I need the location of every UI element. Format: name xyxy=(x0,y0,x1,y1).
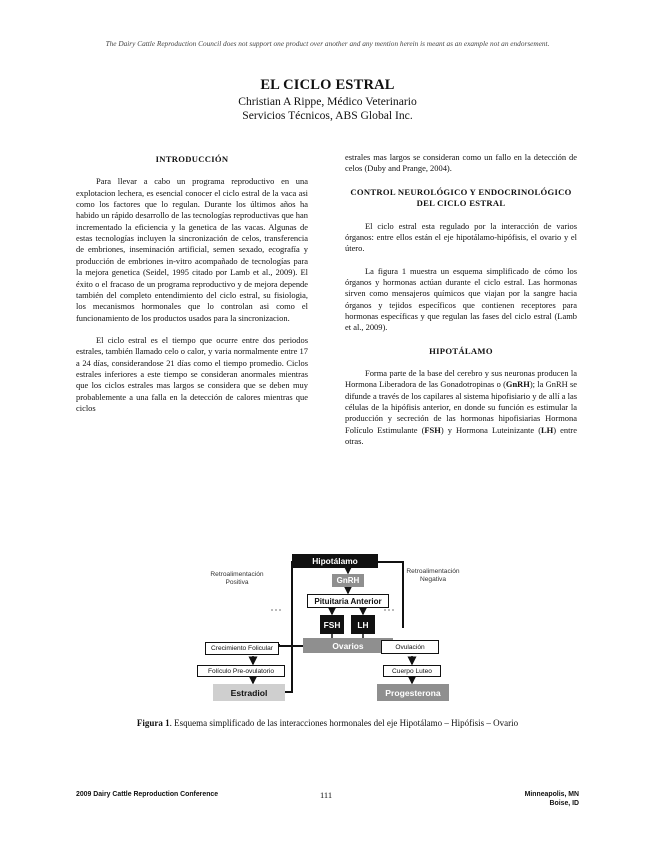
node-estradiol: Estradiol xyxy=(213,684,285,701)
caption-label: Figura 1 xyxy=(136,718,170,728)
label-line: Negativa xyxy=(419,576,447,583)
node-gnrh: GnRH xyxy=(332,574,364,587)
label-line: Retroalimentación xyxy=(210,571,264,578)
label-line: Positiva xyxy=(225,579,249,586)
node-fsh: FSH xyxy=(320,615,344,634)
text-span: ) y Hormona Luteinizante ( xyxy=(440,424,542,435)
author-name: Christian A Rippe, Médico Veterinario xyxy=(238,95,417,108)
label-retroalimentacion-positiva xyxy=(197,571,277,587)
paragraph-continuation: estrales mas largos se consideran como un fallo en la detección de celos (Duby and Prange, 2004). xyxy=(345,152,577,174)
figure-1-diagram xyxy=(195,550,465,705)
paragraph-intro-1: Para llevar a cabo un programa reproductivo en una explotacion lechera, es esencial conocer el ciclo estral de la vaca asi como los factores que lo regulan. Durante los últimos años ha habido un rápido desarrollo de las tecnologías reproductivas que han incrementado la eficiencia y la genetica de las vacas. Algunas de estas tecnologías incluyen la sincronización de celos, transferencia de embriones, inseminación artificial, semen sexado, ecografía y producción de embriones in-vitro acompañado de tecnologías para la mejora genetica (Seidel, 1995 citado por Lamb et al., 2009). El éxito o el fracaso de un programa reproductivo y de mejora depende también del completo entendimiento del ciclo estral, su fisiologia, los mecanismos hormonales que lo controlan asi como el funcionamiento de los productos usados para la sincronizacion. xyxy=(76,176,308,323)
footer-location xyxy=(525,791,579,808)
left-column xyxy=(76,154,308,414)
node-ovulacion: Ovulación xyxy=(381,640,439,654)
label-line: Retroalimentación xyxy=(406,568,460,575)
paragraph-hipotalamo xyxy=(345,368,577,447)
node-lh: LH xyxy=(351,615,375,634)
page-number: 111 xyxy=(320,790,333,800)
section-heading-introduccion: INTRODUCCIÓN xyxy=(155,154,229,164)
paragraph-intro-2: El ciclo estral es el tiempo que ocurre entre dos periodos estrales, también llamado celo o calor, y varia normalmente entre 17 a 24 días, considerandose 21 días como el tiempo promedio. Ciclos estrales inferiores a este tiempo se consideran anormales mientras que los ciclos estrales mas largos se considera que se deben muy probablemente a una falla en la detección de calores mientras que ciclos xyxy=(76,334,308,413)
node-foliculo-preovulatorio: Folículo Pre-ovulatorio xyxy=(197,665,285,677)
disclaimer: The Dairy Cattle Reproduction Council does not support one product over another and any mention herein is meant as an example not an endorsement. xyxy=(105,39,550,48)
section-heading-control: CONTROL NEUROLÓGICO Y ENDOCRINOLÓGICO DEL CICLO ESTRAL xyxy=(350,186,572,209)
node-progesterona: Progesterona xyxy=(377,684,449,701)
label-retroalimentacion-negativa xyxy=(393,568,473,584)
node-crecimiento-folicular: Crecimiento Folicular xyxy=(205,642,279,655)
footer-conference: 2009 Dairy Cattle Reproduction Conference xyxy=(76,791,219,798)
figure-caption xyxy=(0,718,655,728)
term-fsh: FSH xyxy=(424,424,441,435)
node-pituitaria-anterior: Pituitaria Anterior xyxy=(307,594,389,608)
footer-location-2: Boise, ID xyxy=(549,799,579,807)
text-span: ) entre otras. xyxy=(345,424,577,447)
node-hipotalamo: Hipotálamo xyxy=(292,554,378,568)
caption-text: . Esquema simplificado de las interacciones hormonales del eje Hipotálamo – Hipófisis – Ovario xyxy=(169,718,519,728)
author-affiliation: Servicios Técnicos, ABS Global Inc. xyxy=(242,109,413,122)
author-block xyxy=(0,95,655,123)
term-lh: LH xyxy=(541,424,554,435)
text-span: Forma parte de la base del cerebro y sus neuronas producen la Hormona Liberadora de las Gonadotropinas o ( xyxy=(345,368,577,390)
footer-location-1: Minneapolis, MN xyxy=(524,791,579,798)
term-gnrh: GnRH xyxy=(505,379,530,390)
paragraph-control-1: El ciclo estral esta regulado por la interacción de varios órganos: entre ellos están el eje hipotálamo-hipófisis, el ovario y el útero. xyxy=(345,220,577,254)
section-heading-hipotalamo: HIPOTÁLAMO xyxy=(429,345,493,356)
paragraph-control-2: La figura 1 muestra un esquema simplificado de cómo los órganos y hormonas actúan durante el ciclo estral. Las hormonas sirven como mensajeros químicos que viajan por la sangre hacia órganos y tejidos específicos que contienen receptores para hormonas específicas y que regulan las fases del ciclo estral (Lamb et al., 2009). xyxy=(345,265,577,333)
page-title: EL CICLO ESTRAL xyxy=(260,77,395,93)
node-cuerpo-luteo: Cuerpo Luteo xyxy=(383,665,441,677)
text-span: ); la GnRH se difunde a través de los capilares al sistema hipofisiario y de allí a las células de la hipófisis anterior, en donde su función es estimular la producción y secreción de las hormonas hipofisiarias Hormona Folículo Estimulante ( xyxy=(345,379,577,435)
right-column xyxy=(345,152,577,447)
node-ovarios: Ovarios xyxy=(303,638,393,653)
